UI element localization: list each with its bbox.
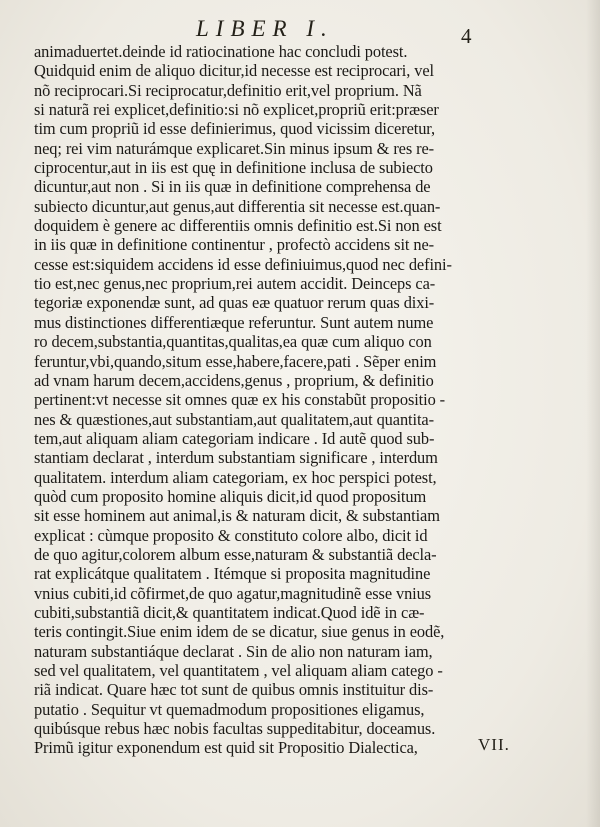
text-line: si naturã rei explicet,definitio:si nõ explicet,propriũ erit:præser — [34, 100, 439, 120]
text-line: ciprocentur,aut in iis est quę in definitione inclusa de subiecto — [34, 158, 433, 178]
text-line: sit esse hominem aut animal,is & naturam dicit, & substantiam — [34, 506, 440, 526]
text-line: subiecto dicuntur,aut genus,aut differentia sit necesse est.quan- — [34, 196, 441, 216]
page-edge-shadow — [586, 0, 600, 827]
text-line: mus distinctiones differentiæque referuntur. Sunt autem nume — [34, 312, 434, 332]
text-line: tio est,nec genus,nec proprium,rei autem accidit. Deinceps ca- — [34, 274, 436, 294]
text-line: riã indicat. Quare hæc tot sunt de quibus omnis instituitur dis- — [34, 680, 434, 700]
text-line: nõ reciprocari.Si reciprocatur,definitio erit,vel proprium. Nã — [34, 80, 422, 100]
text-line: cubiti,substantiã dicit,& quantitatem indicat.Quod idẽ in cæ- — [34, 602, 425, 622]
text-line: feruntur,vbi,quando,situm esse,habere,facere,pati . Sẽper enim — [34, 351, 437, 371]
text-line: tim cum propriũ id esse definierimus, quod vicissim diceretur, — [34, 119, 436, 139]
text-line: vnius cubiti,id cõfirmet,de quo agatur,magnitudinẽ esse vnius — [34, 583, 432, 603]
text-line: Quidquid enim de aliquo dicitur,id necesse est reciprocari, vel — [34, 61, 434, 81]
text-line: quibúsque rebus hæc nobis facultas suppeditabitur, doceamus. — [34, 719, 436, 739]
text-line: qualitatem. interdum aliam categoriam, ex hoc perspici potest, — [34, 467, 437, 487]
page-number: 4 — [461, 24, 472, 48]
text-line: ad vnam harum decem,accidens,genus , proprium, & definitio — [34, 370, 434, 390]
text-line: doquidem è genere ac differentiis omnis definitio est.Si non est — [34, 216, 442, 236]
text-line: de quo agitur,colorem album esse,naturam & substantiã decla- — [34, 544, 437, 564]
text-line: sed vel qualitatem, vel quantitatem , vel aliquam aliam catego - — [34, 661, 443, 680]
text-line: nes & quæstiones,aut substantiam,aut qualitatem,aut quantita- — [34, 409, 434, 429]
text-line: Primũ igitur exponendum est quid sit Propositio Dialectica, — [34, 738, 418, 758]
text-line: animaduertet.deinde id ratiocinatione hac concludi potest. — [34, 42, 408, 61]
text-line: tem,aut aliquam aliam categoriam indicare . Id autẽ quod sub- — [34, 428, 435, 448]
text-line: ro decem,substantia,quantitas,qualitas,ea quæ cum aliquo con — [34, 332, 432, 352]
running-title: LIBER I. — [196, 16, 334, 41]
text-line: putatio . Sequitur vt quemadmodum propositiones eligamus, — [34, 699, 425, 719]
text-line: in iis quæ in definitione continentur , profectò accidens sit ne- — [34, 235, 434, 255]
text-line: stantiam declarat , interdum substantiam significare , interdum — [34, 448, 438, 468]
text-line: naturam substantiáque declarat . Sin de alio non naturam iam, — [34, 641, 433, 661]
text-line: rat explicátque qualitatem . Itémque si proposita magnitudine — [34, 564, 431, 584]
text-line: explicat : cùmque proposito & constituto colore albo, dicit id — [34, 525, 428, 545]
text-line: dicuntur,aut non . Si in iis quæ in definitione comprehensa de — [34, 177, 431, 197]
chapter-marginal-note: VII. — [478, 735, 510, 754]
text-line: cesse est:siquidem accidens id esse definiuimus,quod nec defini- — [34, 254, 452, 274]
text-line: pertinent:vt necesse sit omnes quæ ex his constabũt propositio - — [34, 390, 446, 410]
text-line: teris contingit.Siue enim idem de se dicatur, siue genus in eodẽ, — [34, 622, 445, 642]
text-line: quòd cum proposito homine aliquis dicit,id quod propositum — [34, 486, 427, 506]
text-line: tegoriæ exponendæ sunt, ad quas eæ quatuor rerum quas dixi- — [34, 293, 435, 313]
body-text — [34, 42, 464, 758]
text-line: neq; rei vim naturámque explicaret.Sin minus ipsum & res re- — [34, 138, 435, 158]
